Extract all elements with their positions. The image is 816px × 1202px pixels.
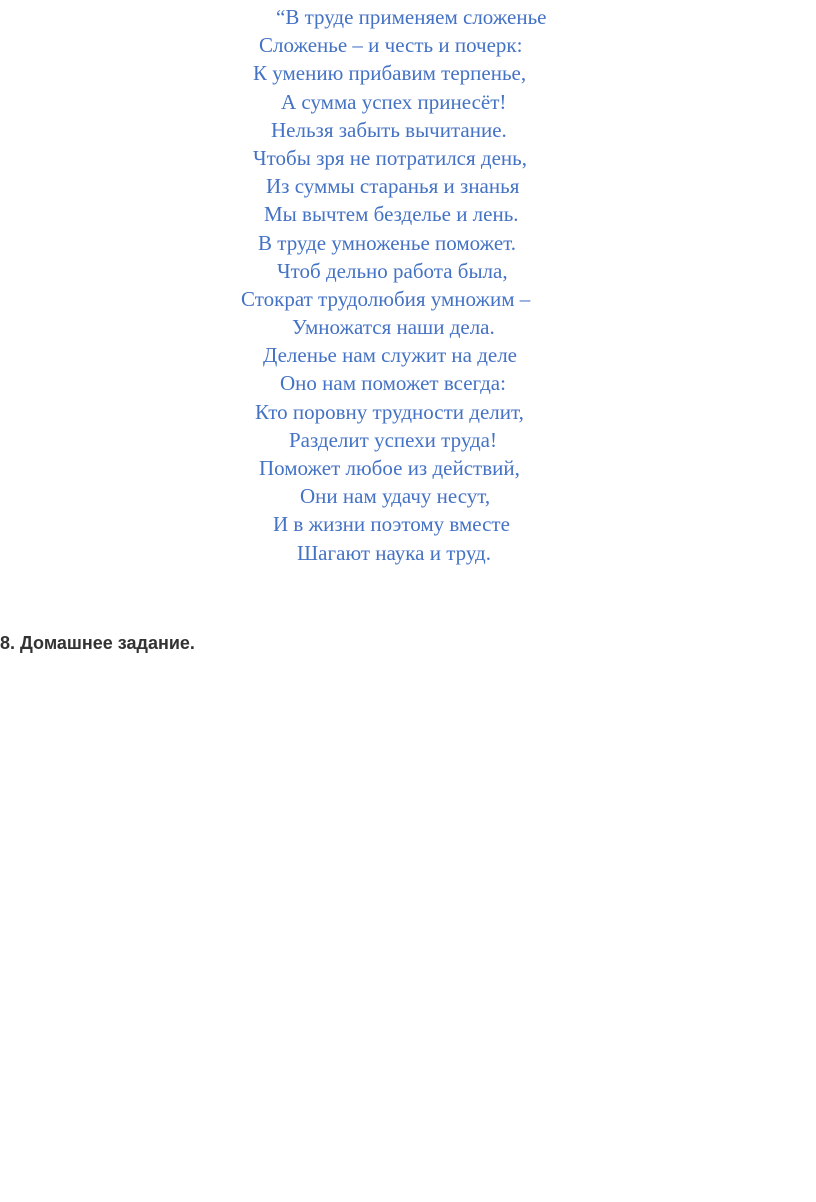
poem-line: Из суммы старанья и знанья [266, 174, 520, 199]
poem-line: Оно нам поможет всегда: [280, 371, 506, 396]
poem-line: К умению прибавим терпенье, [253, 61, 527, 86]
poem-line: “В труде применяем сложенье [276, 5, 547, 29]
poem-line: Чтобы зря не потратился день, [253, 145, 527, 170]
poem-line: Мы вычтем безделье и лень. [264, 202, 519, 227]
poem-line: А сумма успех принесёт! [281, 89, 507, 114]
poem-line: Шагают наука и труд. [297, 540, 491, 565]
poem-line: Нельзя забыть вычитание. [271, 117, 507, 142]
poem-line: Кто поровну трудности делит, [255, 399, 524, 424]
poem-line: Разделит успехи труда! [289, 427, 497, 452]
poem-line: И в жизни поэтому вместе [273, 512, 510, 537]
poem-line: В труде умноженье поможет. [258, 230, 517, 255]
section-heading: 8. Домашнее задание. [0, 633, 195, 653]
poem-line: Умножатся наши дела. [292, 315, 495, 340]
poem-line: Сложенье – и честь и почерк: [259, 33, 523, 58]
poem-line: Поможет любое из действий, [259, 456, 520, 480]
poem-line: Чтоб дельно работа была, [277, 258, 508, 283]
poem-line: Стократ трудолюбия умножим – [241, 286, 531, 311]
poem-line: Они нам удачу несут, [300, 484, 491, 509]
poem-line: Деленье нам служит на деле [263, 343, 517, 368]
poem [0, 3, 816, 567]
